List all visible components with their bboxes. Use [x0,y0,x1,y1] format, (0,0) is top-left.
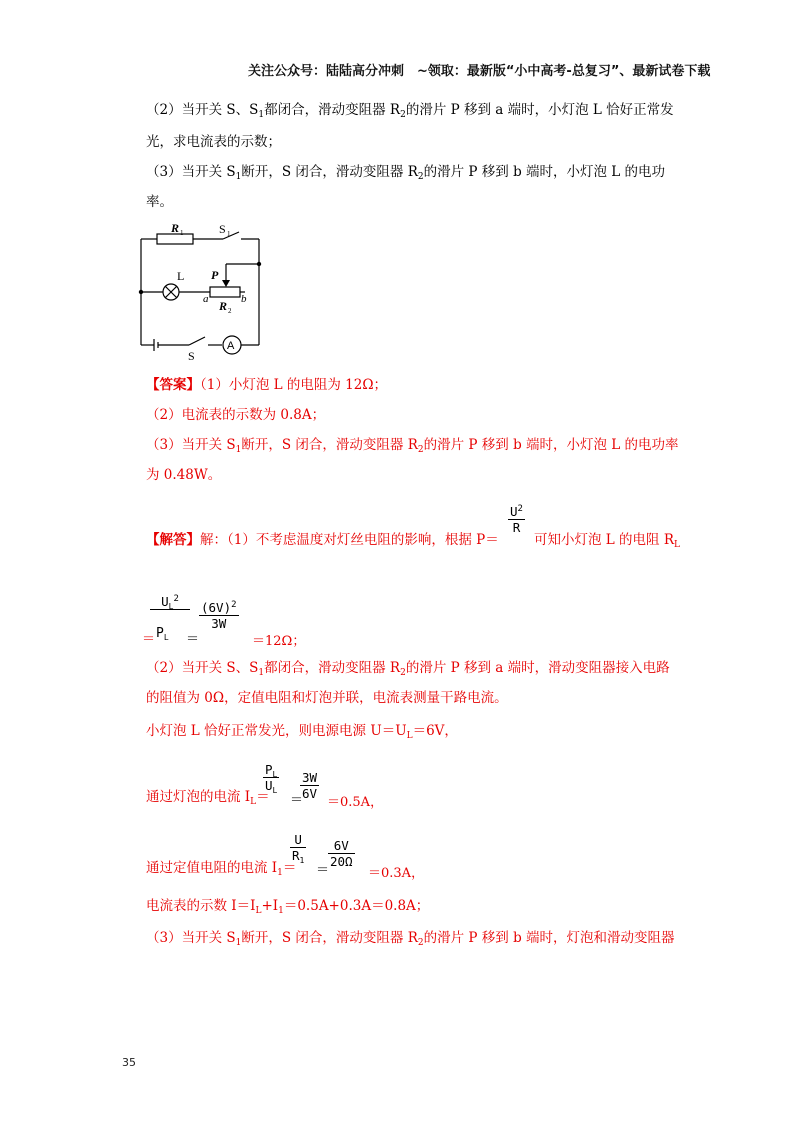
answer-3-text-c: 的滑片 P 移到 b 端时，小灯泡 L 的电功率 [423,437,679,453]
solution-2-line-2: 的阻值为 0Ω，定值电阻和灯泡并联，电流表测量干路电流。 [146,690,508,706]
q3-sub-r2: 2 [417,172,424,182]
resistor-current-text: 通过定值电阻的电流 $I_1=$ [146,860,297,878]
lamp-label: L [177,269,185,283]
q3-text-c: 的滑片 P 移到 b 端时，小灯泡 L 的电功 [423,164,666,180]
solution-3-line-1: （3）当开关 $S_1$断开，S 闭合，滑动变阻器 $R_2$的滑片 P 移到 b 端时，灯泡和滑动变阻器 [146,930,675,948]
question-3-line-2: 率。 [146,194,173,210]
solution-2-line-1: （2）当开关 S、$S_1$都闭合，滑动变阻器 $R_2$的滑片 P 移到 a 端时，滑动变阻器接入电路 [146,660,670,678]
slider-p-label: P [211,268,219,282]
equation-1-result: ＝12Ω； [252,634,306,649]
answer-3-line-2: 为 0.48W。 [146,467,222,483]
lamp-current-result: ＝0.5A， [327,795,384,810]
page-number: 35 [122,1056,136,1069]
solution-line-1 [146,534,499,548]
answer-2: （2）电流表的示数为 0.8A； [146,407,326,423]
resistor-current-equals: ＝ [316,863,330,878]
terminal-a-label: a [203,293,209,305]
question-2-line-2: 光，求电流表的示数； [146,134,281,150]
solution-1-text-b: 可知小灯泡 L 的电阻 $R_L$ [534,532,680,550]
answer-3-sub-r2: 2 [417,445,424,455]
switch-s-label: S [188,349,195,363]
answer-3-line-1 [146,439,679,453]
question-3-line-1 [146,166,665,180]
q2-text-c: 的滑片 P 移到 a 端时，小灯泡 L 恰好正常发 [405,102,674,118]
r1-label: R [171,221,180,235]
question-2-line-1 [146,104,674,118]
s1-label: S [219,222,226,236]
q3-text-b: 断开，S 闭合，滑动变阻器 R [241,164,418,180]
equation-1-pl: $P_L$ [156,626,169,642]
circuit-diagram [135,220,270,365]
page-header: 关注公众号：陆陆高分冲刺 ~领取：最新版“小中高考-总复习”、最新试卷下载 [248,64,711,79]
r2-label: R [219,299,228,313]
fraction-u2-over-r [508,504,525,535]
answer-3-sub-s1: 1 [235,445,242,455]
solution-2-line-3: 小灯泡 L 恰好正常发光，则电源电源 $U=U_L=6V$， [146,723,458,741]
q3-sub-s1: 1 [235,172,242,182]
solution-tag: 【解答】 [146,532,200,548]
answer-3-text-b: 断开，S 闭合，滑动变阻器 R [241,437,418,453]
answer-line-1 [146,379,387,393]
fraction-ul2-over-pl: $U_L^2$ [150,594,190,610]
equation-1-equals: ＝ [186,632,200,647]
answer-3-text-a: （3）当开关 S [146,437,236,453]
fraction-denominator: R [512,520,521,536]
q2-sub-r2: 2 [400,110,406,120]
ammeter-label: A [227,340,235,352]
q3-text-a: （3）当开关 S [146,164,236,180]
q2-sub-s1: 1 [258,110,265,120]
answer-tag: 【答案】 [146,377,200,393]
lamp-current-text: 通过灯泡的电流 $I_L=$ [146,789,270,807]
s1-subscript: 1 [227,230,231,238]
fraction-numerator: $U^2$ [510,504,523,520]
q2-text-a: （2）当开关 S、S [146,102,259,118]
r2-subscript: 2 [228,307,232,315]
fraction-u-over-r1: U $R_1$ [292,832,305,865]
terminal-b-label: b [241,293,247,305]
r1-subscript: 1 [180,229,184,237]
equation-1-prefix: ＝ [142,632,156,647]
solution-1-text-a: 解：（1）不考虑温度对灯丝电阻的影响，根据 P＝ [200,532,499,548]
ammeter-reading-line: 电流表的示数 $I=I_L+I_1=0.5A+0.3A=0.8A$； [146,898,430,916]
lamp-current-equals: ＝ [290,793,304,808]
fraction-3w-over-6v: 3W 6V [302,770,318,801]
q2-text-b: 都闭合，滑动变阻器 R [264,102,401,118]
answer-1: （1）小灯泡 L 的电阻为 12Ω； [200,377,388,393]
fraction-6v-over-20ohm: 6V 20Ω [330,838,353,869]
resistor-current-result: ＝0.3A， [368,866,425,881]
fraction-pl-over-ul: $P_L$ $U_L$ [265,762,278,795]
fraction-6v2-over-3w: $(6V)^2$ 3W [201,600,237,632]
